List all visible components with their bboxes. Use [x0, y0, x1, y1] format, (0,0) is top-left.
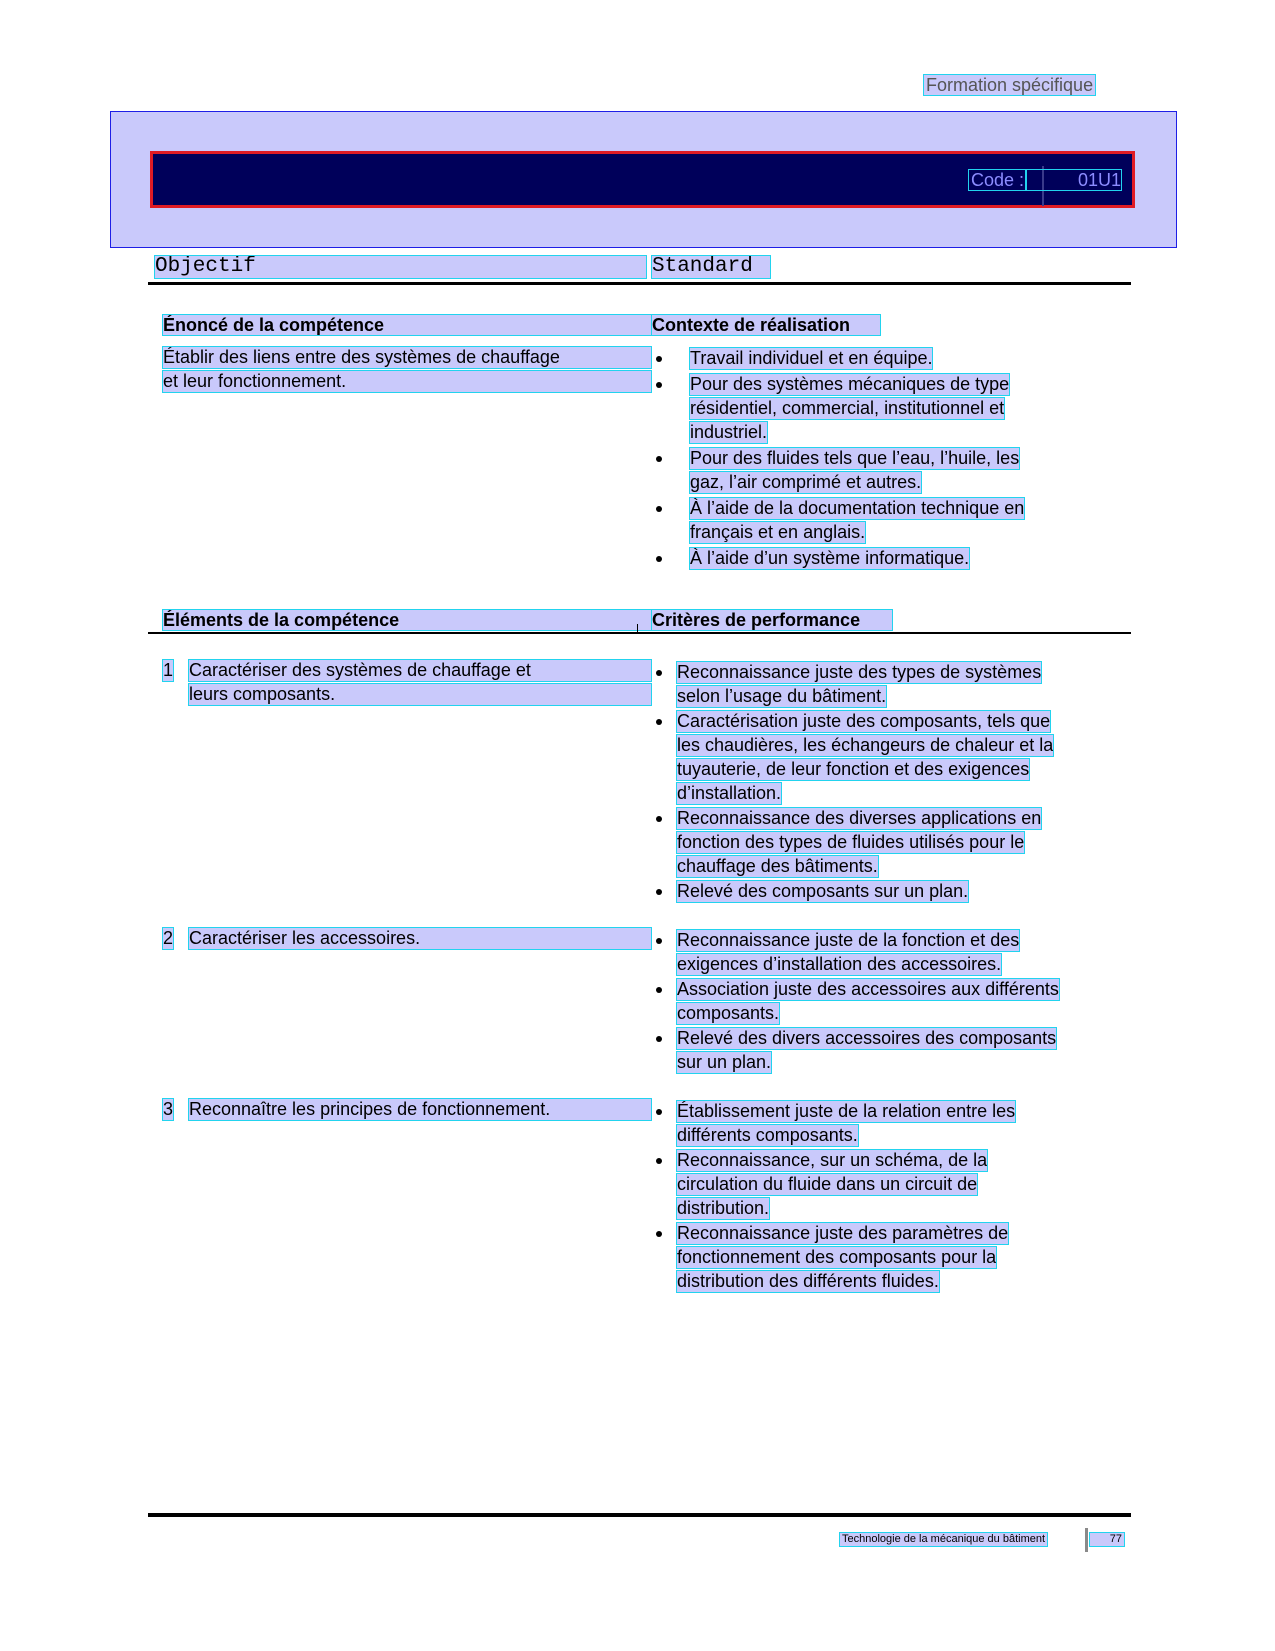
- criterion-line: Reconnaissance juste de la fonction et des: [677, 930, 1020, 950]
- contexte-item-line: français et en anglais.: [690, 522, 866, 542]
- bullet-icon: [656, 556, 662, 562]
- bullet-icon: [656, 382, 662, 388]
- contexte-item-line: À l’aide de la documentation technique en: [690, 498, 1025, 518]
- criterion-line: les chaudières, les échangeurs de chaleur et la: [677, 735, 1054, 755]
- elements-title: Éléments de la compétence: [163, 610, 651, 630]
- criterion-line: Association juste des accessoires aux différents: [677, 979, 1059, 999]
- criterion-line: fonction des types de fluides utilisés pour le: [677, 832, 1025, 852]
- enonce-title: Énoncé de la compétence: [163, 315, 651, 335]
- code-label: Code :: [971, 170, 1025, 190]
- contexte-item-line: Pour des fluides tels que l’eau, l’huile, les: [690, 448, 1020, 468]
- bullet-icon: [656, 356, 662, 362]
- criterion-line: sur un plan.: [677, 1052, 772, 1072]
- element-number: 3: [163, 1099, 174, 1119]
- contexte-item-line: gaz, l’air comprimé et autres.: [690, 472, 922, 492]
- element-label-line: Caractériser les accessoires.: [189, 928, 651, 949]
- contexte-item-line: Pour des systèmes mécaniques de type: [690, 374, 1010, 394]
- bullet-icon: [656, 1036, 662, 1042]
- criterion-line: différents composants.: [677, 1125, 858, 1145]
- bullet-icon: [656, 1158, 662, 1164]
- bullet-icon: [656, 1109, 662, 1115]
- criterion-line: tuyauterie, de leur fonction et des exigences: [677, 759, 1030, 779]
- criterion-line: Caractérisation juste des composants, tels que: [677, 711, 1051, 731]
- criterion-line: composants.: [677, 1003, 780, 1023]
- bullet-icon: [656, 719, 662, 725]
- criterion-line: Reconnaissance, sur un schéma, de la: [677, 1150, 988, 1170]
- criterion-line: selon l’usage du bâtiment.: [677, 686, 887, 706]
- criterion-line: Reconnaissance juste des paramètres de: [677, 1223, 1009, 1243]
- bullet-icon: [656, 670, 662, 676]
- criterion-line: distribution des différents fluides.: [677, 1271, 939, 1291]
- footer-program: Technologie de la mécanique du bâtiment: [842, 1533, 1046, 1545]
- criterion-line: Reconnaissance juste des types de systèmes: [677, 662, 1042, 682]
- objective-title: Objectif: [155, 256, 646, 278]
- bullet-icon: [656, 506, 662, 512]
- section-rule: [148, 282, 1131, 285]
- criterion-line: d’installation.: [677, 783, 782, 803]
- element-label-line: Caractériser des systèmes de chauffage et: [189, 660, 651, 681]
- criterion-line: exigences d’installation des accessoires.: [677, 954, 1002, 974]
- elements-rule: [148, 632, 1131, 634]
- criterion-line: fonctionnement des composants pour la: [677, 1247, 997, 1267]
- criterion-line: distribution.: [677, 1198, 770, 1218]
- footer-rule: [148, 1513, 1131, 1517]
- element-label-line: Reconnaître les principes de fonctionnement.: [189, 1099, 651, 1120]
- elements-column-divider: [637, 624, 638, 634]
- contexte-item-line: À l’aide d’un système informatique.: [690, 548, 970, 568]
- bullet-icon: [656, 889, 662, 895]
- enonce-line: Établir des liens entre des systèmes de chauffage: [163, 347, 651, 368]
- contexte-item-line: résidentiel, commercial, institutionnel et: [690, 398, 1005, 418]
- bullet-icon: [656, 816, 662, 822]
- footer-separator: [1085, 1528, 1088, 1552]
- contexte-item-line: industriel.: [690, 422, 768, 442]
- criterion-line: chauffage des bâtiments.: [677, 856, 878, 876]
- contexte-item-line: Travail individuel et en équipe.: [690, 348, 933, 368]
- element-number: 2: [163, 928, 174, 948]
- bullet-icon: [656, 456, 662, 462]
- element-number: 1: [163, 660, 174, 680]
- criteria-title: Critères de performance: [652, 610, 892, 630]
- criterion-line: circulation du fluide dans un circuit de: [677, 1174, 978, 1194]
- enonce-line: et leur fonctionnement.: [163, 371, 651, 392]
- criterion-line: Relevé des composants sur un plan.: [677, 881, 969, 901]
- criterion-line: Relevé des divers accessoires des composants: [677, 1028, 1057, 1048]
- standard-title: Standard: [652, 256, 770, 278]
- criterion-line: Établissement juste de la relation entre les: [677, 1101, 1016, 1121]
- footer-page-number: 77: [1090, 1533, 1124, 1546]
- contexte-title: Contexte de réalisation: [652, 315, 880, 335]
- code-value: 01U1: [1026, 170, 1121, 190]
- bullet-icon: [656, 1231, 662, 1237]
- bullet-icon: [656, 987, 662, 993]
- header-formation: Formation spécifique: [926, 75, 1094, 95]
- element-label-line: leurs composants.: [189, 684, 651, 705]
- criterion-line: Reconnaissance des diverses applications en: [677, 808, 1042, 828]
- bullet-icon: [656, 938, 662, 944]
